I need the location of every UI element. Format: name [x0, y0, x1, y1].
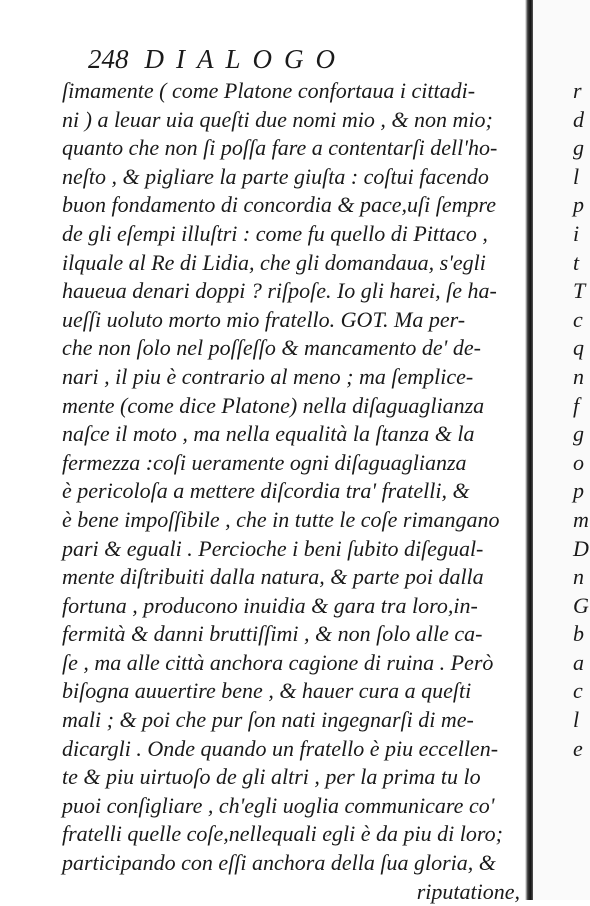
text-line: fortuna , producono inuidia & gara tra loro,in-: [62, 592, 478, 618]
text-line: mente (come dice Platone) nella diſaguaglianza: [62, 392, 485, 418]
facing-page-letter: q: [573, 335, 584, 361]
text-line: è pericoloſa a mettere diſcordia tra' fratelli, &: [62, 478, 470, 504]
text-line: mali ; & poi che pur ſon nati ingegnarſi di me-: [62, 707, 474, 733]
facing-page-letter: G: [573, 592, 589, 618]
facing-page-letter: l: [573, 707, 580, 733]
text-line: fermezza :coſi ueramente ogni diſaguaglianza: [62, 449, 467, 475]
running-title: DIALOGO: [144, 44, 347, 74]
text-line: ilquale al Re di Lidia, che gli domandaua, s'egli: [62, 249, 486, 275]
facing-page-letter: D: [573, 535, 589, 561]
text-line: buon fondamento di concordia & pace,uſi ſempre: [62, 192, 497, 218]
text-line: participando con eſſi anchora della ſua gloria, &: [62, 850, 496, 876]
text-line: che non ſolo nel poſſeſſo & mancamento de' de-: [62, 335, 481, 361]
facing-page-letter: t: [573, 249, 580, 275]
facing-page-letter: l: [573, 163, 580, 189]
facing-page-letter: m: [573, 506, 589, 532]
facing-page-letter: e: [573, 735, 583, 761]
facing-page-letter: c: [573, 306, 583, 332]
facing-page-edge: [533, 0, 590, 900]
text-line: ni ) a leuar uia queſti due nomi mio , & non mio;: [62, 106, 493, 132]
facing-page-letter: d: [573, 106, 584, 132]
facing-page-letter: g: [573, 135, 584, 161]
facing-page-letter: p: [573, 478, 584, 504]
text-line: naſce il moto , ma nella equalità la ſtanza & la: [62, 421, 475, 447]
body-text: [62, 77, 520, 906]
facing-page-letter: p: [573, 192, 584, 218]
facing-page-letter: g: [573, 421, 584, 447]
facing-page-letter: n: [573, 363, 584, 389]
text-line: fermità & danni bruttiſſimi , & non ſolo alle ca-: [62, 621, 483, 647]
text-line: puoi conſigliare , ch'egli uoglia communicare co': [62, 792, 495, 818]
text-line: dicargli . Onde quando un fratello è piu eccellen-: [62, 735, 499, 761]
facing-page-letter: f: [573, 392, 580, 418]
facing-page-text-fragment: [573, 77, 589, 763]
text-line: biſogna auuertire bene , & hauer cura a queſti: [62, 678, 472, 704]
facing-page-letter: a: [573, 649, 584, 675]
page-gutter: [525, 0, 533, 900]
page-number: 248: [88, 44, 129, 74]
text-line: de gli eſempi illuſtri : come fu quello di Pittaco ,: [62, 220, 488, 246]
facing-page-letter: o: [573, 449, 584, 475]
text-line: quanto che non ſi poſſa fare a contentarſi dell'ho-: [62, 135, 498, 161]
text-line: fratelli quelle coſe,nellequali egli è da piu di loro;: [62, 821, 503, 847]
text-line: ſimamente ( come Platone confortaua i cittadi-: [62, 78, 476, 103]
text-line: ſe , ma alle città anchora cagione di ruina . Però: [62, 649, 494, 675]
catchword: riputatione,: [416, 878, 520, 904]
facing-page-letter: b: [573, 621, 584, 647]
facing-page-letter: r: [573, 78, 582, 103]
text-line: nari , il piu è contrario al meno ; ma ſemplice-: [62, 363, 474, 389]
facing-page-letter: T: [573, 278, 586, 304]
text-line: mente diſtribuiti dalla natura, & parte poi dalla: [62, 564, 484, 590]
text-line: è bene impoſſibile , che in tutte le coſe rimangano: [62, 506, 500, 532]
facing-page-letter: i: [573, 220, 580, 246]
page-header: [88, 44, 347, 74]
text-line: te & piu uirtuoſo de gli altri , per la prima tu lo: [62, 764, 481, 790]
facing-page-letter: n: [573, 564, 584, 590]
text-line: haueua denari doppi ? riſpoſe. Io gli harei, ſe ha-: [62, 278, 497, 304]
text-line: pari & eguali . Percioche i beni ſubito diſegual-: [62, 535, 484, 561]
text-line: neſto , & pigliare la parte giuſta : coſtui facendo: [62, 163, 489, 189]
text-line: ueſſi uoluto morto mio fratello. GOT. Ma per-: [62, 306, 466, 332]
facing-page-letter: c: [573, 678, 583, 704]
